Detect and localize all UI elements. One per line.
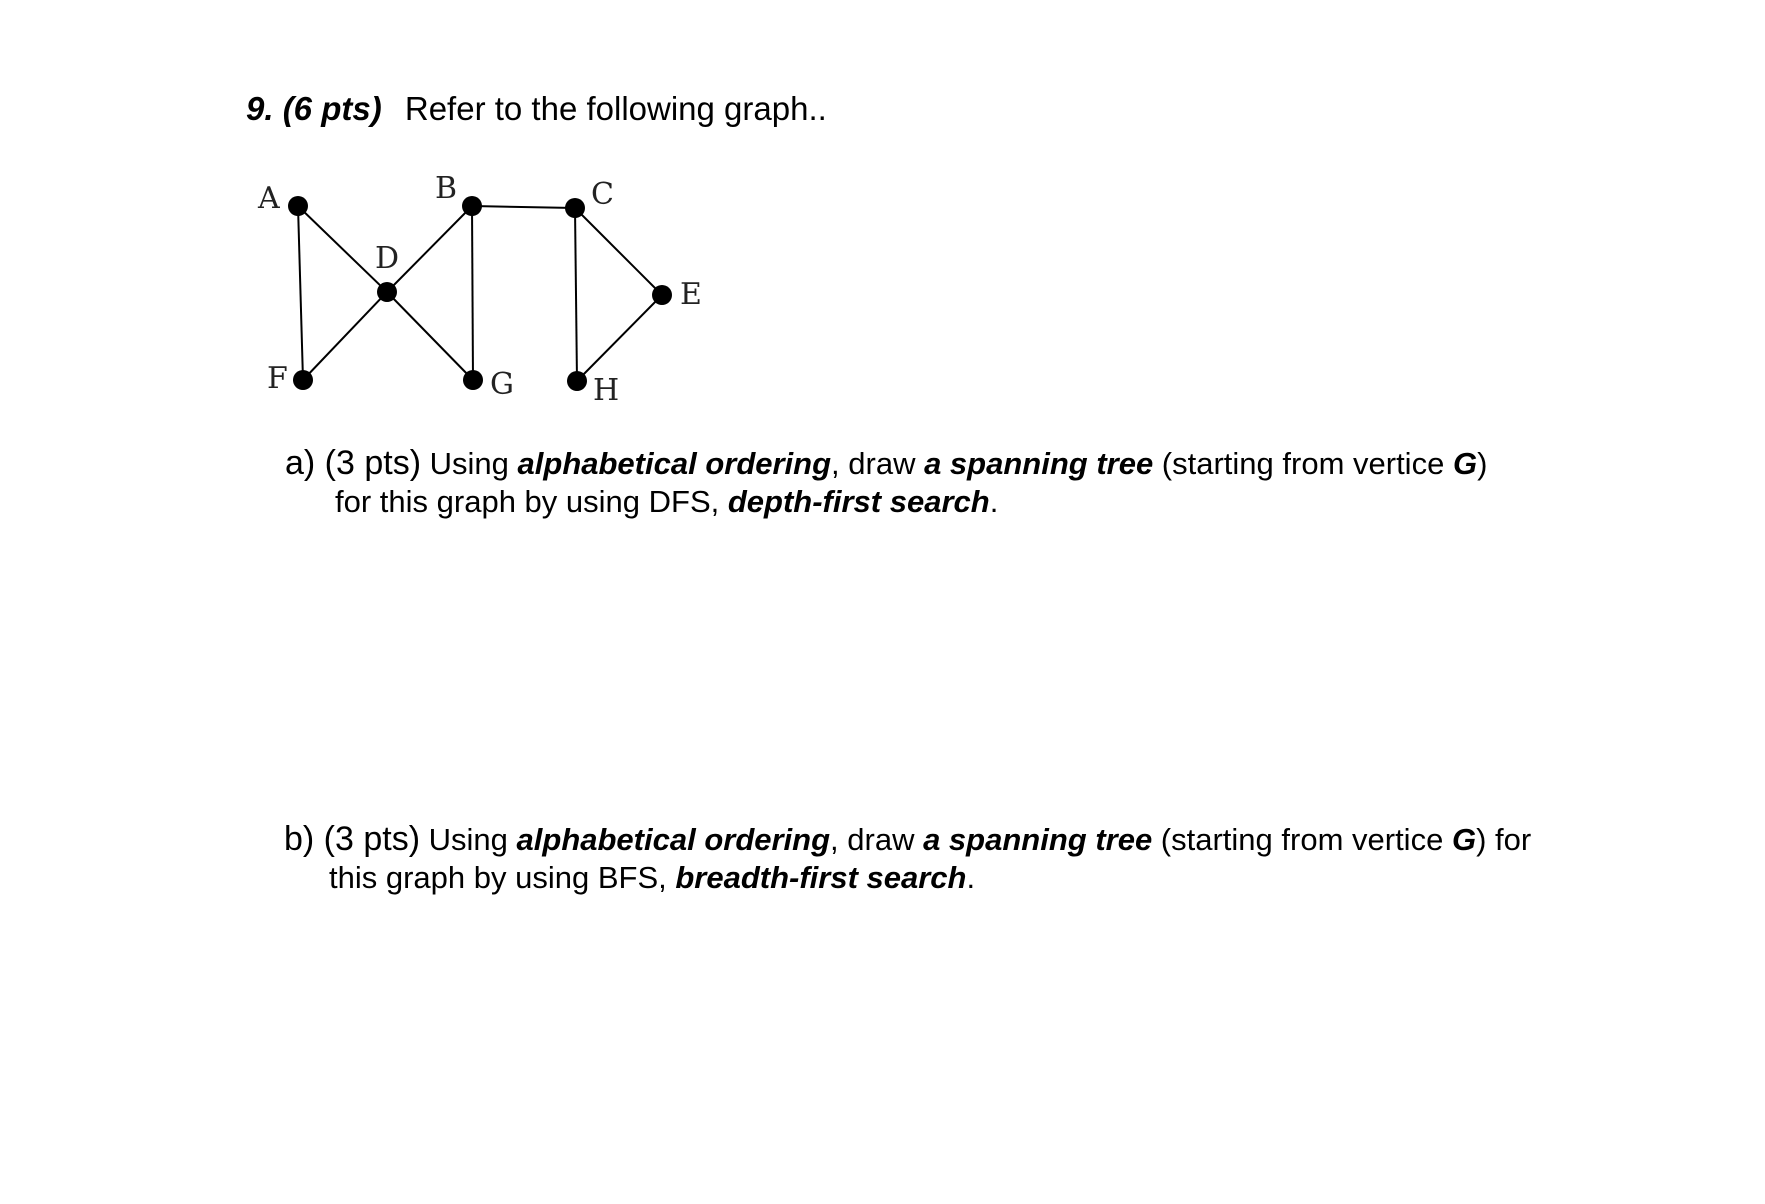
question-a-line-2: for this graph by using DFS, depth-first search.	[335, 484, 999, 519]
edge-C-E	[575, 208, 662, 295]
edge-D-G	[387, 292, 473, 380]
edge-B-C	[472, 206, 575, 208]
node-C	[565, 198, 585, 218]
emphasis: depth-first search	[727, 484, 990, 519]
edge-A-D	[298, 206, 387, 292]
question-a	[285, 444, 1487, 521]
node-label-E: E	[680, 277, 702, 312]
problem-intro: Refer to the following graph..	[404, 90, 827, 127]
node-B	[462, 196, 482, 216]
emphasis: G	[1451, 822, 1477, 857]
question-a-label: a) (3 pts)	[285, 444, 422, 482]
node-D	[377, 282, 397, 302]
problem-number: 9. (6 pts)	[246, 90, 382, 127]
graph-nodes	[288, 196, 672, 391]
node-label-F: F	[267, 361, 288, 396]
question-b-label: b) (3 pts)	[284, 820, 421, 858]
node-label-C: C	[591, 177, 614, 212]
node-label-B: B	[435, 171, 458, 206]
node-A	[288, 196, 308, 216]
node-label-A: A	[258, 181, 280, 216]
node-label-G: G	[490, 367, 514, 402]
question-b-line-1: b) (3 pts) Using alphabetical ordering, draw a spanning tree (starting from vertice G) for	[284, 820, 1532, 858]
question-b	[284, 820, 1531, 897]
edge-D-F	[303, 292, 387, 380]
emphasis: G	[1452, 446, 1478, 481]
graph-edges	[298, 206, 662, 381]
node-E	[652, 285, 672, 305]
edge-E-H	[577, 295, 662, 381]
node-label-H: H	[593, 373, 620, 408]
question-a-line-1: a) (3 pts) Using alphabetical ordering, draw a spanning tree (starting from vertice G)	[285, 444, 1488, 482]
edge-B-G	[472, 206, 473, 380]
edge-D-B	[387, 206, 472, 292]
node-F	[293, 370, 313, 390]
edge-A-F	[298, 206, 303, 380]
question-b-line-2: this graph by using BFS, breadth-first search.	[329, 860, 976, 895]
emphasis: a spanning tree	[923, 822, 1153, 857]
emphasis: alphabetical ordering	[516, 822, 831, 857]
node-H	[567, 371, 587, 391]
edge-C-H	[575, 208, 577, 381]
emphasis: a spanning tree	[924, 446, 1154, 481]
emphasis: breadth-first search	[675, 860, 967, 895]
node-label-D: D	[375, 241, 400, 276]
emphasis: alphabetical ordering	[517, 446, 832, 481]
node-G	[463, 370, 483, 390]
